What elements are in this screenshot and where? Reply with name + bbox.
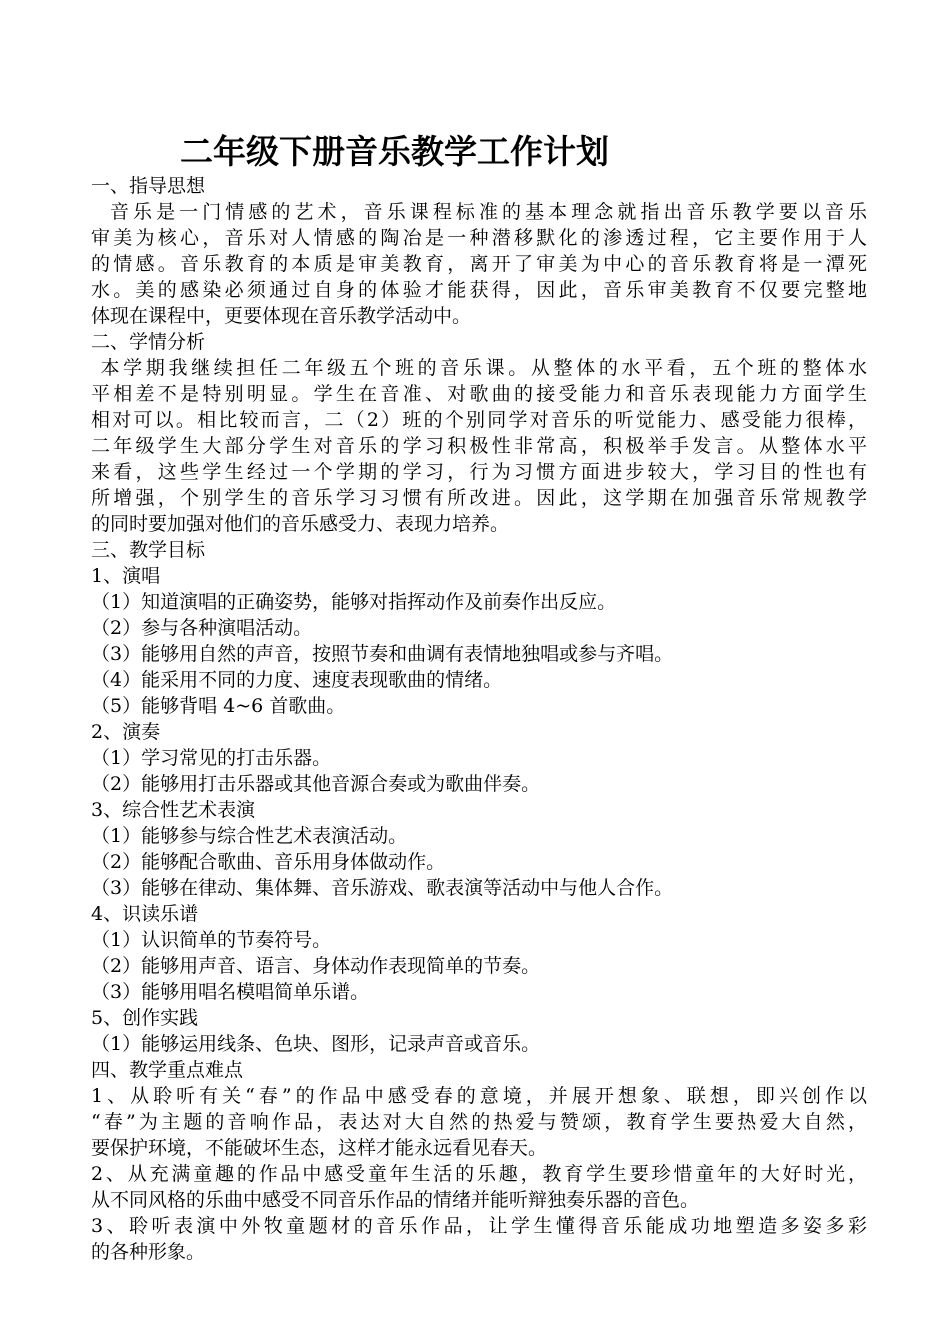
- list-item: （3）能够用自然的声音，按照节奏和曲调有表情地独唱或参与齐唱。: [91, 643, 674, 665]
- document-body: [91, 173, 867, 1265]
- section-heading: 3、综合性艺术表演: [91, 799, 256, 821]
- paragraph-line: 3、聆听表演中外牧童题材的音乐作品，让学生懂得音乐能成功地塑造多姿多彩: [91, 1215, 867, 1237]
- section-heading: 1、演唱: [91, 565, 161, 587]
- section-heading: 二、学情分析: [91, 331, 206, 353]
- list-item: （1）能够参与综合性艺术表演活动。: [91, 825, 408, 847]
- list-item: （1）认识简单的节奏符号。: [91, 929, 332, 951]
- section-heading: 三、教学目标: [91, 539, 206, 561]
- section-heading: 5、创作实践: [91, 1007, 199, 1029]
- paragraph-line: 的情感。音乐教育的本质是审美教育，离开了审美为中心的音乐教育将是一潭死: [91, 253, 867, 275]
- paragraph-line: 二年级学生大部分学生对音乐的学习积极性非常高，积极举手发言。从整体水平: [91, 435, 867, 457]
- list-item: （3）能够在律动、集体舞、音乐游戏、歌表演等活动中与他人合作。: [91, 877, 674, 899]
- list-item: （2）能够配合歌曲、音乐用身体做动作。: [91, 851, 446, 873]
- list-item: （1）学习常见的打击乐器。: [91, 747, 332, 769]
- list-item: （4）能采用不同的力度、速度表现歌曲的情绪。: [91, 669, 503, 691]
- list-item: （2）参与各种演唱活动。: [91, 617, 313, 639]
- list-item: （1）能够运用线条、色块、图形，记录声音或音乐。: [91, 1033, 541, 1055]
- paragraph-line: 相对可以。相比较而言，二（2）班的个别同学对音乐的听觉能力、感受能力很棒，: [91, 409, 867, 431]
- paragraph-line: 2、从充满童趣的作品中感受童年生活的乐趣，教育学生要珍惜童年的大好时光，: [91, 1163, 867, 1185]
- paragraph-line: “春”为主题的音响作品，表达对大自然的热爱与赞颂，教育学生要热爱大自然，: [91, 1111, 867, 1133]
- section-heading: 四、教学重点难点: [91, 1059, 244, 1081]
- section-heading: 一、指导思想: [91, 175, 206, 197]
- paragraph-line: 平相差不是特别明显。学生在音准、对歌曲的接受能力和音乐表现能力方面学生: [91, 383, 867, 405]
- list-item: （2）能够用打击乐器或其他音源合奏或为歌曲伴奏。: [91, 773, 541, 795]
- document-title: 二年级下册音乐教学工作计划: [180, 132, 609, 171]
- paragraph-line: 所增强，个别学生的音乐学习习惯有所改进。因此，这学期在加强音乐常规教学: [91, 487, 867, 509]
- list-item: （3）能够用唱名模唱简单乐谱。: [91, 981, 370, 1003]
- paragraph-last-line: 要保护环境，不能破坏生态，这样才能永远看见春天。: [91, 1137, 548, 1159]
- paragraph-last-line: 的各种形象。: [91, 1241, 206, 1263]
- list-item: （1）知道演唱的正确姿势，能够对指挥动作及前奏作出反应。: [91, 591, 617, 613]
- paragraph-line: 音乐是一门情感的艺术，音乐课程标准的基本理念就指出音乐教学要以音乐: [110, 201, 867, 223]
- paragraph-last-line: 体现在课程中，更要体现在音乐教学活动中。: [91, 305, 472, 327]
- paragraph-line: 水。美的感染必须通过自身的体验才能获得，因此，音乐审美教育不仅要完整地: [91, 279, 867, 301]
- paragraph-line: 来看，这些学生经过一个学期的学习，行为习惯方面进步较大，学习目的性也有: [91, 461, 867, 483]
- paragraph-line: 审美为核心，音乐对人情感的陶冶是一种潜移默化的渗透过程，它主要作用于人: [91, 227, 867, 249]
- paragraph-last-line: 从不同风格的乐曲中感受不同音乐作品的情绪并能听辩独奏乐器的音色。: [91, 1189, 700, 1211]
- paragraph-line: 本学期我继续担任二年级五个班的音乐课。从整体的水平看，五个班的整体水: [100, 357, 867, 379]
- section-heading: 4、识读乐谱: [91, 903, 199, 925]
- section-heading: 2、演奏: [91, 721, 161, 743]
- paragraph-last-line: 的同时要加强对他们的音乐感受力、表现力培养。: [91, 513, 510, 535]
- list-item: （2）能够用声音、语言、身体动作表现简单的节奏。: [91, 955, 541, 977]
- list-item: （5）能够背唱 4~6 首歌曲。: [91, 695, 346, 717]
- paragraph-line: 1、从聆听有关“春”的作品中感受春的意境，并展开想象、联想，即兴创作以: [91, 1085, 867, 1107]
